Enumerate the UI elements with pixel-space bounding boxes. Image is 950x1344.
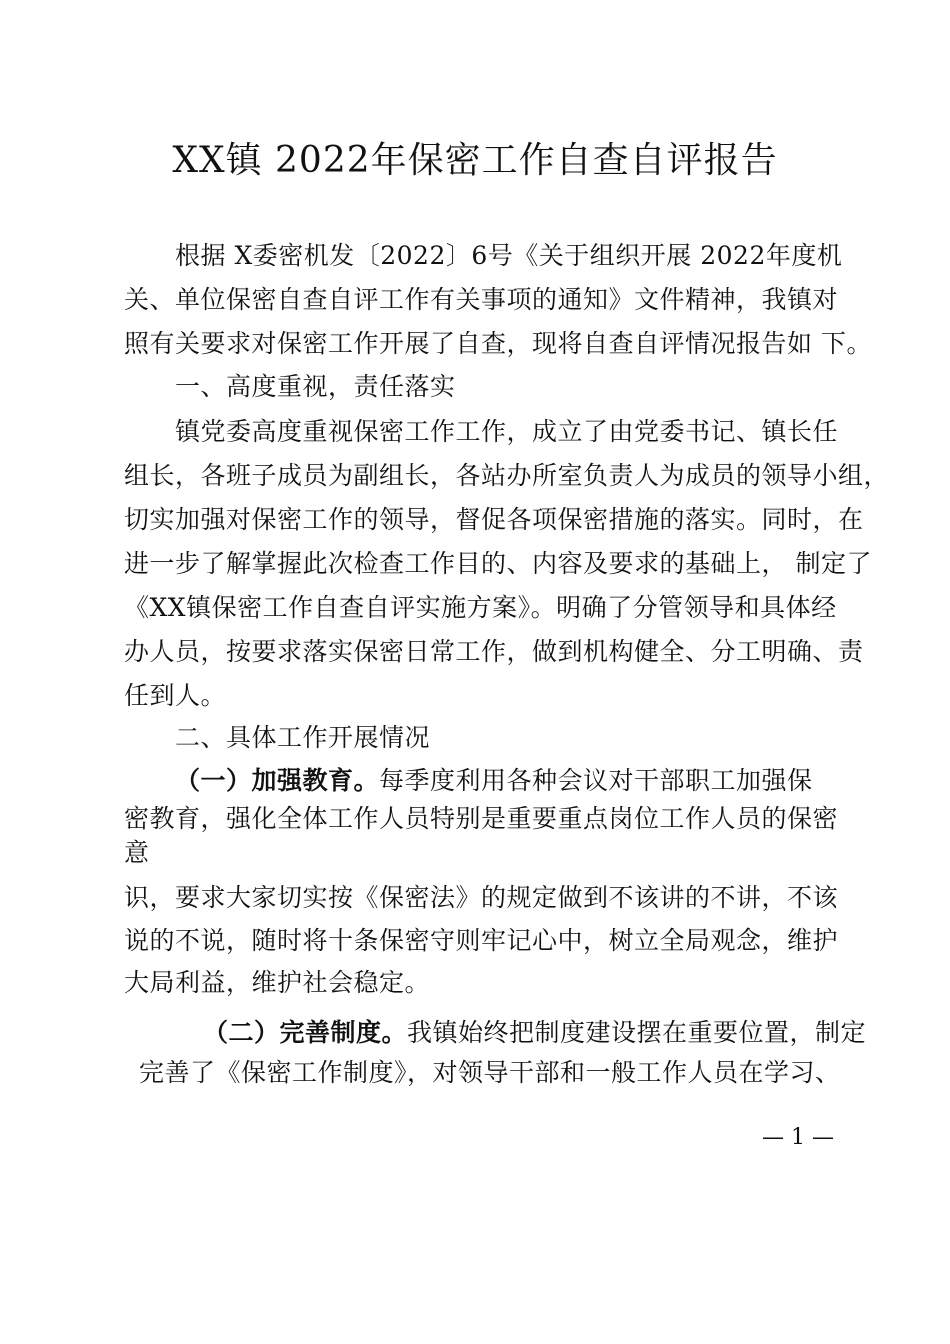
item-1-line-6: 大局利益，维护社会稳定。 [124,968,431,997]
page-number: — 1 — [762,1125,834,1150]
item-1-line-1 [175,761,813,801]
section-1-line-4: 进一步了解掌握此次检查工作目的、内容及要求的基础上， 制定了 [124,549,872,578]
section-1-line-6: 办人员，按要求落实保密日常工作，做到机构健全、分工明确、责 [124,637,864,666]
section-1-line-5: 《XX镇保密工作自查自评实施方案》。明确了分管领导和具体经 [124,593,837,622]
section-1-line-7: 任到人。 [124,681,227,710]
item-2-label: （二）完善制度。 [203,1018,408,1047]
item-2-first-text: 我镇始终把制度建设摆在重要位置，制定 [407,1018,867,1047]
item-2-line-2: 完善了《保密工作制度》，对领导干部和一般工作人员在学习、 [139,1058,841,1087]
section-1-line-3: 切实加强对保密工作的领导，督促各项保密措施的落实。同时，在 [124,505,864,534]
document-title: XX镇 2022年保密工作自查自评报告 [172,140,778,181]
intro-line-2: 关、单位保密自查自评工作有关事项的通知》文件精神，我镇对 [124,285,839,314]
item-1-first-text: 每季度利用各种会议对干部职工加强保 [379,766,813,795]
section-1-line-1: 镇党委高度重视保密工作工作，成立了由党委书记、镇长任 [175,417,839,446]
intro-line-1: 根据 X委密机发〔2022〕6号《关于组织开展 2022年度机 [175,241,843,270]
intro-line-3: 照有关要求对保密工作开展了自查，现将自查自评情况报告如 下。 [124,329,872,358]
item-1-line-4: 识，要求大家切实按《保密法》的规定做到不该讲的不讲，不该 [124,883,839,912]
section-2-heading: 二、具体工作开展情况 [175,723,431,752]
item-1-label: （一）加强教育。 [175,766,380,795]
item-1-line-5: 说的不说，随时将十条保密守则牢记心中，树立全局观念，维护 [124,926,839,955]
item-1-line-2: 密教育，强化全体工作人员特别是重要重点岗位工作人员的保密 [124,804,839,833]
item-2-line-1 [203,1013,866,1053]
section-1-heading: 一、高度重视，责任落实 [175,372,456,401]
section-1-line-2: 组长，各班子成员为副组长，各站办所室负责人为成员的领导小组， [124,461,890,490]
item-1-line-3: 意 [124,838,150,867]
